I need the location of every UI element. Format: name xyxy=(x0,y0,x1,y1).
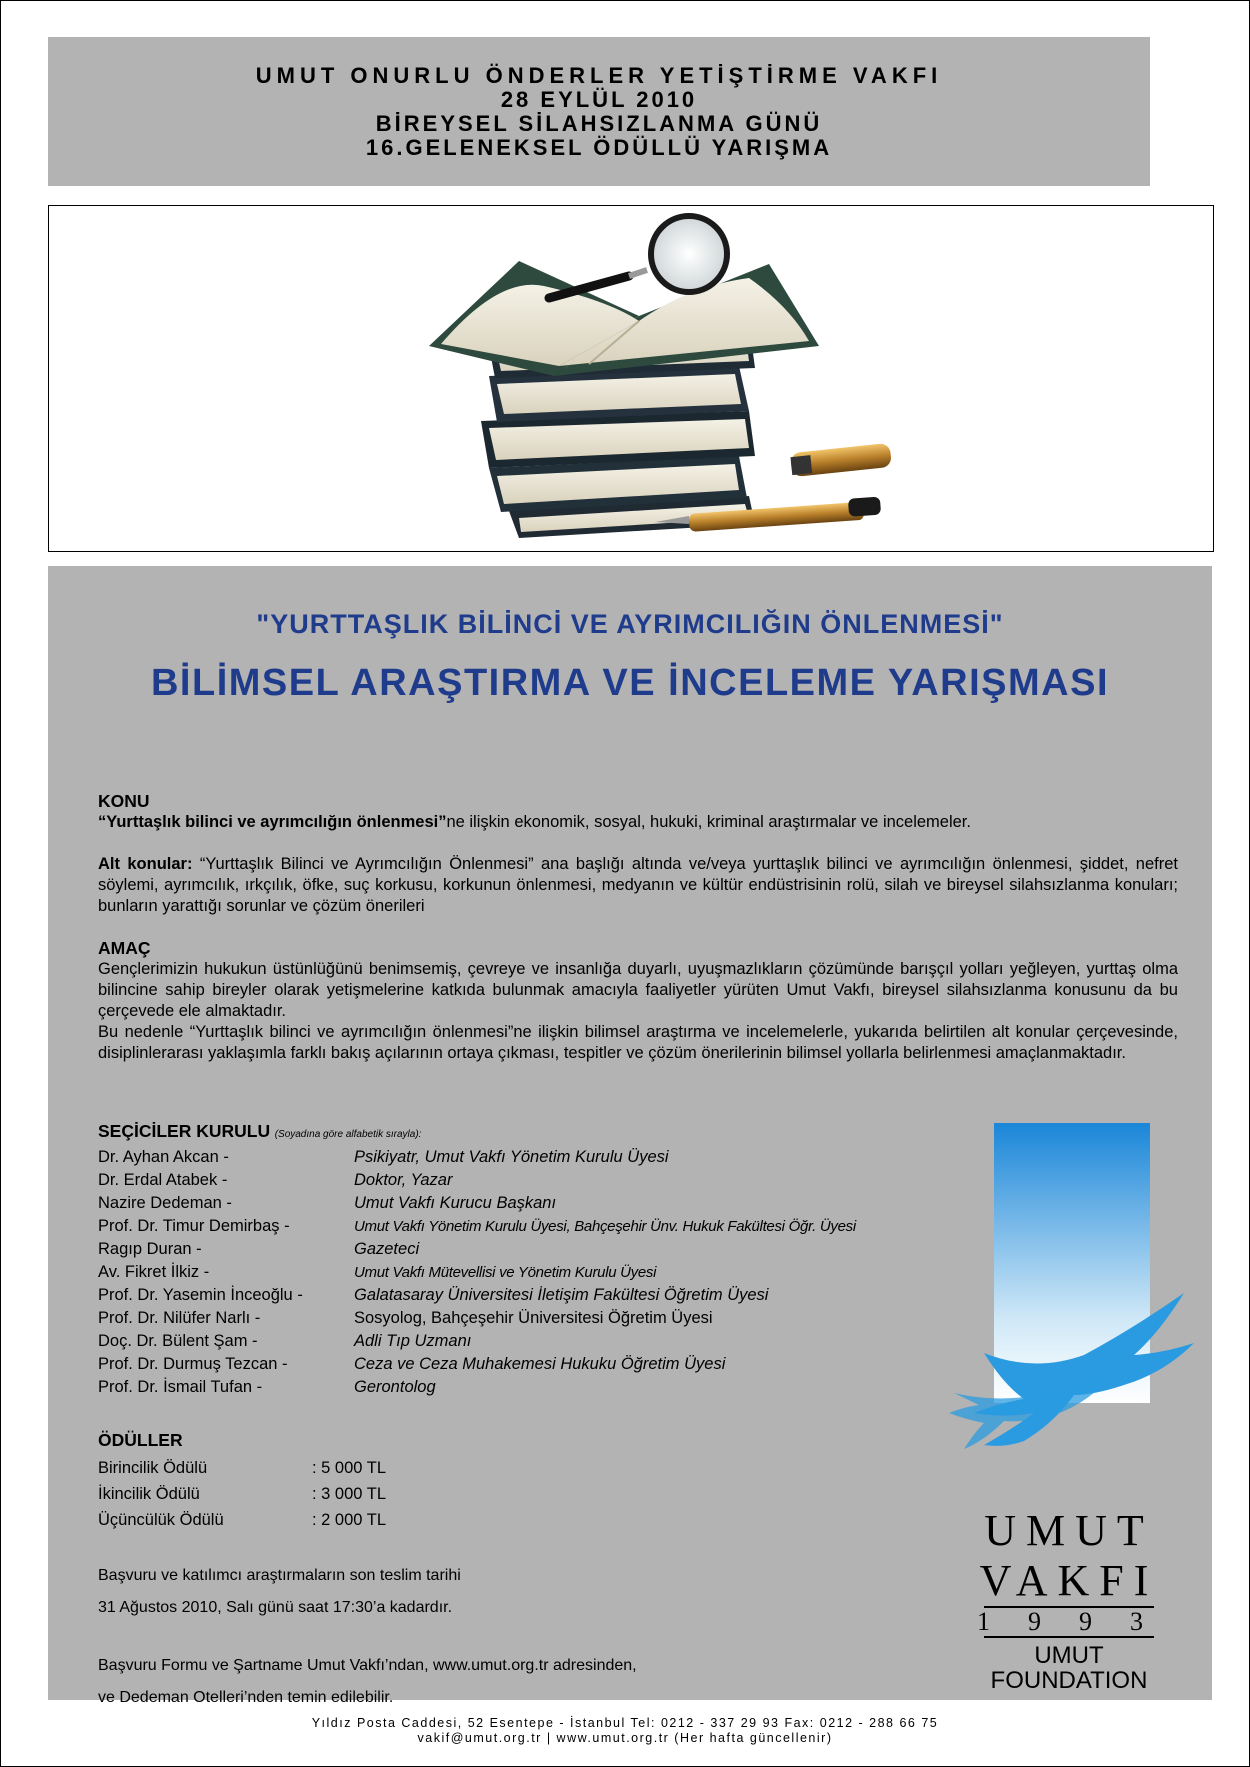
committee-member-role: Umut Vakfı Kurucu Başkanı xyxy=(354,1194,557,1212)
committee-member-row xyxy=(98,1261,948,1284)
deadline-line-1: Başvuru ve katılımcı araştırmaların son teslim tarihi xyxy=(98,1567,461,1584)
prize-row xyxy=(98,1481,798,1507)
konu-text xyxy=(98,812,1178,833)
prize-label: Üçüncülük Ödülü xyxy=(98,1511,224,1529)
logo-text xyxy=(944,1506,1194,1694)
committee-member-row xyxy=(98,1169,948,1192)
amac-paragraph-2: Bu nedenle “Yurttaşlık bilinci ve ayrımcılığın önlenmesi”ne ilişkin bilimsel araştırma ve incelemelerle, yukarıda belirtilen alt konular çerçevesinde, disiplinlerarası yaklaşımla farklı bakış açılarının ortaya çıkması, tespitler ve çözüm önerilerinin bilimsel yollarla belirlenmesi amaçlanmaktadır. xyxy=(98,1023,1178,1062)
committee-member-name: Prof. Dr. Yasemin İnceoğlu - xyxy=(98,1286,303,1304)
amac-heading: AMAÇ xyxy=(98,938,151,958)
committee-member-role: Psikiyatr, Umut Vakfı Yönetim Kurulu Üyesi xyxy=(354,1148,669,1166)
header-banner xyxy=(48,37,1150,186)
prize-amount: : 2 000 TL xyxy=(312,1511,387,1529)
committee-member-name: Prof. Dr. İsmail Tufan - xyxy=(98,1378,263,1396)
committee-member-name: Dr. Erdal Atabek - xyxy=(98,1171,228,1189)
committee-member-name: Prof. Dr. Durmuş Tezcan - xyxy=(98,1355,288,1373)
committee-member-name: Dr. Ayhan Akcan - xyxy=(98,1148,229,1166)
logo-vakfi: VAKFI xyxy=(979,1556,1159,1605)
committee-member-row xyxy=(98,1192,948,1215)
prizes-section xyxy=(98,1430,798,1533)
committee-list xyxy=(98,1146,948,1399)
committee-note: (Soyadına göre alfabetik sırayla): xyxy=(274,1129,422,1140)
committee-member-row xyxy=(98,1376,948,1399)
header-line-day: BİREYSEL SİLAHSIZLANMA GÜNÜ xyxy=(375,111,823,136)
committee-member-role: Galatasaray Üniversitesi İletişim Fakültesi Öğretim Üyesi xyxy=(354,1286,769,1304)
amac-paragraph-1: Gençlerimizin hukukun üstünlüğünü benimsemiş, çevreye ve insanlığa duyarlı, uyuşmazlıkların çözümünde barışçıl yolları yeğleyen, yurttaş olma bilincine sahip bireyler olarak yetişmelerine katkıda bulunmak amacıyla faaliyetler yürüten Umut Vakfı, bireysel silahsızlanma konusunu da bu çerçevede ele almaktadır. xyxy=(98,960,1178,1020)
committee-member-name: Prof. Dr. Nilüfer Narlı - xyxy=(98,1309,261,1327)
illustration-box xyxy=(48,205,1214,552)
committee-member-role: Umut Vakfı Yönetim Kurulu Üyesi, Bahçeşehir Ünv. Hukuk Fakültesi Öğr. Üyesi xyxy=(354,1218,856,1235)
committee-member-role: Gerontolog xyxy=(354,1378,436,1396)
header-line-date: 28 EYLÜL 2010 xyxy=(500,87,698,112)
committee-member-name: Nazire Dedeman - xyxy=(98,1194,232,1212)
committee-heading: SEÇİCİLER KURULU xyxy=(98,1121,271,1141)
alt-konular-text: “Yurttaşlık Bilinci ve Ayrımcılığın Önlenmesi” ana başlığı altında ve/veya yurttaşlık bilinci ve ayrımcılığın önlenmesi, şiddet, nefret söylemi, ayrımcılık, ırkçılık, öfke, suç korkusu, korkunun önlenmesi, medyanın ve kültür endüstrisinin rolü, silah ve bireysel silahsızlanma konuları; bunların yarattığı sorunlar ve çözüm önerileri xyxy=(98,855,1179,915)
footer-address: Yıldız Posta Caddesi, 52 Esentepe - İstanbul Tel: 0212 - 337 29 93 Fax: 0212 - 288 66 75 xyxy=(311,1716,939,1730)
prize-label: İkincilik Ödülü xyxy=(98,1485,200,1503)
committee-member-role: Gazeteci xyxy=(354,1240,420,1258)
committee-member-role: Adli Tıp Uzmanı xyxy=(354,1332,472,1350)
deadline-text xyxy=(98,1560,461,1624)
content-panel xyxy=(48,566,1212,1706)
committee-member-role: Ceza ve Ceza Muhakemesi Hukuku Öğretim Üyesi xyxy=(354,1355,726,1373)
committee-member-role: Sosyolog, Bahçeşehir Üniversitesi Öğretim Üyesi xyxy=(354,1309,713,1327)
committee-member-row xyxy=(98,1215,948,1238)
committee-member-row xyxy=(98,1146,948,1169)
deadline-line-2: 31 Ağustos 2010, Salı günü saat 17:30’a kadardır. xyxy=(98,1599,453,1616)
konu-bold: “Yurttaşlık bilinci ve ayrımcılığın önlenmesi” xyxy=(98,813,447,831)
contest-title: BİLİMSEL ARAŞTIRMA VE İNCELEME YARIŞMASI xyxy=(150,662,1110,704)
logo-year: 1993 xyxy=(977,1607,1181,1636)
committee-member-role: Umut Vakfı Mütevellisi ve Yönetim Kurulu Üyesi xyxy=(354,1264,657,1281)
committee-member-row xyxy=(98,1307,948,1330)
committee-member-name: Prof. Dr. Timur Demirbaş - xyxy=(98,1217,290,1235)
application-line-2: ve Dedeman Otelleri’nden temin edilebilir. xyxy=(98,1689,394,1706)
prize-amount: : 5 000 TL xyxy=(312,1459,387,1477)
application-info xyxy=(98,1650,637,1714)
logo-foundation: FOUNDATION xyxy=(990,1667,1148,1694)
committee-heading-row xyxy=(98,1120,948,1146)
prize-row xyxy=(98,1455,798,1481)
konu-heading: KONU xyxy=(98,791,150,811)
prizes-heading: ÖDÜLLER xyxy=(98,1430,183,1450)
prize-list xyxy=(98,1455,798,1533)
subject-quote-title: "YURTTAŞLIK BİLİNCİ VE AYRIMCILIĞIN ÖNLENMESİ" xyxy=(256,609,1004,639)
committee-member-row xyxy=(98,1284,948,1307)
prize-amount: : 3 000 TL xyxy=(312,1485,387,1503)
committee-section xyxy=(98,1120,948,1399)
committee-member-role: Doktor, Yazar xyxy=(354,1171,453,1189)
header-line-contest: 16.GELENEKSEL ÖDÜLLÜ YARIŞMA xyxy=(365,135,833,160)
footer-web: vakif@umut.org.tr | www.umut.org.tr (Her hafta güncellenir) xyxy=(417,1731,833,1745)
prize-row xyxy=(98,1507,798,1533)
committee-member-row xyxy=(98,1238,948,1261)
committee-member-row xyxy=(98,1353,948,1376)
committee-member-name: Ragıp Duran - xyxy=(98,1240,202,1258)
logo-umut: UMUT xyxy=(984,1506,1154,1555)
books-magnifier-pen-illustration xyxy=(49,206,1213,551)
committee-member-name: Doç. Dr. Bülent Şam - xyxy=(98,1332,258,1350)
application-line-1: Başvuru Formu ve Şartname Umut Vakfı’ndan, www.umut.org.tr adresinden, xyxy=(98,1657,637,1674)
alt-konular xyxy=(98,854,1178,917)
logo-umut-english: UMUT xyxy=(1034,1642,1104,1669)
body-text xyxy=(98,791,1178,1064)
konu-rest: ne ilişkin ekonomik, sosyal, hukuki, kriminal araştırmalar ve incelemeler. xyxy=(446,813,971,831)
prize-label: Birincilik Ödülü xyxy=(98,1459,208,1477)
header-line-foundation: UMUT ONURLU ÖNDERLER YETİŞTİRME VAKFI xyxy=(255,63,943,88)
alt-konular-label: Alt konular: xyxy=(98,855,193,873)
committee-member-name: Av. Fikret İlkiz - xyxy=(98,1263,210,1281)
committee-member-row xyxy=(98,1330,948,1353)
footer-contact xyxy=(0,1716,1250,1746)
